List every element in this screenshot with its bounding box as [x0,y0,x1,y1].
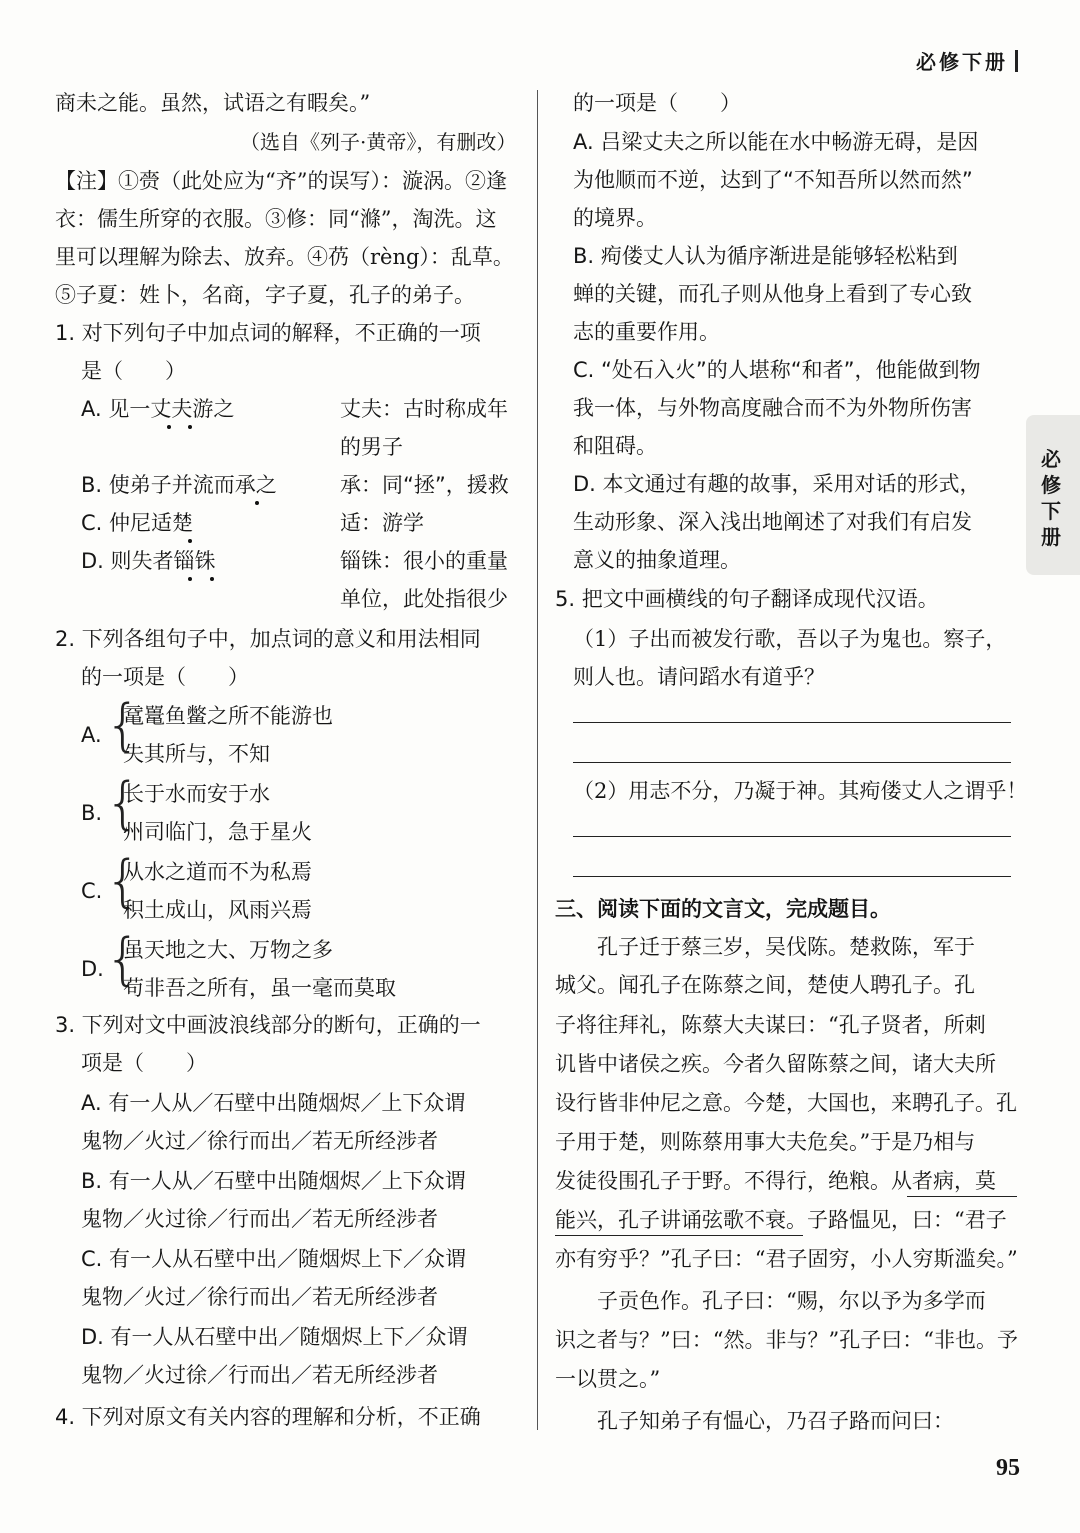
q4-option-a[interactable]: A. 吕梁丈夫之所以能在水中畅游无碍，是因 [573,130,979,154]
emphasis-dot [210,577,214,581]
q3-option-b-cont: 鬼物／火过徐／行而出／若无所经涉者 [81,1207,438,1231]
q1-option-a-gloss: 的男子 [340,435,403,459]
q4-option-a-cont: 为他顺而不逆，达到了“不知吾所以然而然” [573,168,973,192]
note-line: 衣：儒生所穿的衣服。③修：同“滌”，淘洗。这 [55,207,497,231]
q1-option-c-gloss: 适：游学 [340,511,424,535]
q4-option-d-cont: 意义的抽象道理。 [573,548,741,572]
q1-stem-cont: 是（ ） [81,359,186,383]
brace-icon: { [105,771,141,836]
answer-line[interactable] [573,722,1011,723]
passage-line: 城父。闻孔子在陈蔡之间，楚使人聘孔子。孔 [555,973,975,997]
q3-option-d[interactable]: D. 有一人从石壁中出／随烟烬上下／众谓 [81,1325,468,1349]
q4-option-c[interactable]: C. “处石入火”的人堪称“和者”，他能做到物 [573,358,981,382]
passage-line: 识之者与？”曰：“然。非与？”孔子曰：“非也。予 [555,1328,1018,1352]
q5-part1-cont: 则人也。请问蹈水有道乎？ [573,665,825,689]
q2-stem-cont: 的一项是（ ） [81,665,249,689]
q4-option-d-cont: 生动形象、深入浅出地阐述了对我们有启发 [573,510,972,534]
q3-option-c-cont: 鬼物／火过／徐行而出／若无所经涉者 [81,1285,438,1309]
q2-option-a-line: 鼋鼍鱼鳖之所不能游也 [123,704,333,728]
source-citation: （选自《列子·黄帝》，有删改） [240,130,517,154]
q1-option-b-gloss: 承：同“拯”，援救 [340,473,509,497]
q4-option-b-cont: 志的重要作用。 [573,320,720,344]
q4-option-c-cont: 和阻碍。 [573,434,657,458]
q4-option-d[interactable]: D. 本文通过有趣的故事，采用对话的形式， [573,472,981,496]
q1-option-d[interactable]: D. 则失者锱铢 [81,549,216,573]
note-line: ⑤子夏：姓卜，名商，字子夏，孔子的弟子。 [55,283,475,307]
underline-mark [907,1196,1017,1197]
page-number: 95 [996,1455,1020,1481]
column-divider [537,90,538,1430]
q1-option-d-gloss: 锱铢：很小的重量 [340,549,508,573]
passage-line: 子用于楚，则陈蔡用事大夫危矣。”于是乃相与 [555,1130,976,1154]
emphasis-dot [255,501,259,505]
q3-option-a-cont: 鬼物／火过／徐行而出／若无所经涉者 [81,1129,438,1153]
q2-option-b-line: 州司临门，急于星火 [123,820,312,844]
passage-line: 发徒役围孔子于野。不得行，绝粮。从者病，莫 [555,1169,996,1193]
side-tab-char: 下 [1041,499,1061,523]
q5-part1: （1）子出而被发行歌，吾以子为鬼也。察子， [573,627,1007,651]
brace-icon: { [105,849,141,914]
q1-option-a-gloss: 丈夫：古时称成年 [340,397,508,421]
passage-line: 子将往拜礼，陈蔡大夫谋曰：“孔子贤者，所刺 [555,1013,986,1037]
passage-end: 商未之能。虽然，试语之有暇矣。” [55,91,371,115]
q2-stem: 2. 下列各组句子中，加点词的意义和用法相同 [55,627,481,651]
side-tab-char: 必 [1041,447,1061,471]
q2-option-d-line: 苟非吾之所有，虽一毫而莫取 [123,976,396,1000]
side-tab-char: 修 [1041,473,1061,497]
q3-option-b[interactable]: B. 有一人从／石壁中出随烟烬／上下众谓 [81,1169,466,1193]
q4-stem-cont: 的一项是（ ） [573,91,741,115]
q5-stem: 5. 把文中画横线的句子翻译成现代汉语。 [555,587,939,611]
passage-line: 孔子迁于蔡三岁，吴伐陈。楚救陈，军于 [597,935,975,959]
q2-option-a-label[interactable]: A. [81,723,102,747]
emphasis-dot [167,425,171,429]
answer-line[interactable] [573,762,1011,763]
q4-stem: 4. 下列对原文有关内容的理解和分析，不正确 [55,1405,481,1429]
passage-line: 子贡色作。孔子曰：“赐，尔以予为多学而 [597,1289,986,1313]
answer-line[interactable] [573,836,1011,837]
note-line: 【注】①赍（此处应为“齐”的误写）：漩涡。②逢 [55,169,507,193]
q3-option-c[interactable]: C. 有一人从石壁中出／随烟烬上下／众谓 [81,1247,467,1271]
brace-icon: { [105,693,141,758]
q2-option-c-line: 从水之道而不为私焉 [123,860,312,884]
header-bar [1015,50,1018,72]
q3-option-a[interactable]: A. 有一人从／石壁中出随烟烬／上下众谓 [81,1091,466,1115]
q1-option-a[interactable]: A. 见一丈夫游之 [81,397,235,421]
q2-option-b-label[interactable]: B. [81,801,103,825]
passage-line: 讥皆中诸侯之疾。今者久留陈蔡之间，诸大夫所 [555,1052,996,1076]
q1-option-c[interactable]: C. 仲尼适楚 [81,511,194,535]
q2-option-d-label[interactable]: D. [81,957,104,981]
q4-option-c-cont: 我一体，与外物高度融合而不为外物所伤害 [573,396,972,420]
section-3-title: 三、阅读下面的文言文，完成题目。 [555,897,891,921]
emphasis-dot [188,577,192,581]
q5-part2: （2）用志不分，乃凝于神。其痀偻丈人之谓乎！ [573,779,1028,803]
answer-line[interactable] [573,876,1011,877]
side-tab-char: 册 [1041,525,1061,549]
q4-option-b[interactable]: B. 痀偻丈人认为循序渐进是能够轻松粘到 [573,244,958,268]
passage-line: 孔子知弟子有愠心，乃召子路而问曰： [597,1409,954,1433]
side-tab [1026,415,1080,575]
book-title-header: 必修下册 [916,50,1008,74]
note-line: 里可以理解为除去、放弃。④芿（rèng）：乱草。 [55,245,514,269]
q2-option-c-label[interactable]: C. [81,879,103,903]
passage-line: 设行皆非仲尼之意。今楚，大国也，来聘孔子。孔 [555,1091,1017,1115]
emphasis-dot [188,425,192,429]
q4-option-a-cont: 的境界。 [573,206,657,230]
q2-option-d-line: 虽天地之大、万物之多 [123,938,333,962]
passage-line: 亦有穷乎？”孔子曰：“君子固穷，小人穷斯滥矣。” [555,1247,1018,1271]
brace-icon: { [105,927,141,992]
q3-option-d-cont: 鬼物／火过徐／行而出／若无所经涉者 [81,1363,438,1387]
q2-option-b-line: 长于水而安于水 [123,782,270,806]
underline-mark [555,1235,803,1236]
passage-line: 一以贯之。” [555,1367,661,1391]
q2-option-a-line: 失其所与，不知 [123,742,270,766]
q1-stem: 1. 对下列句子中加点词的解释，不正确的一项 [55,321,481,345]
q1-option-d-gloss: 单位，此处指很少 [340,587,508,611]
q2-option-c-line: 积土成山，风雨兴焉 [123,898,312,922]
emphasis-dot [188,539,192,543]
q4-option-b-cont: 蝉的关键，而孔子则从他身上看到了专心致 [573,282,972,306]
q3-stem-cont: 项是（ ） [81,1051,207,1075]
passage-line: 能兴，孔子讲诵弦歌不衰。子路愠见，曰：“君子 [555,1208,1007,1232]
q3-stem: 3. 下列对文中画波浪线部分的断句，正确的一 [55,1013,481,1037]
q1-option-b[interactable]: B. 使弟子并流而承之 [81,473,277,497]
